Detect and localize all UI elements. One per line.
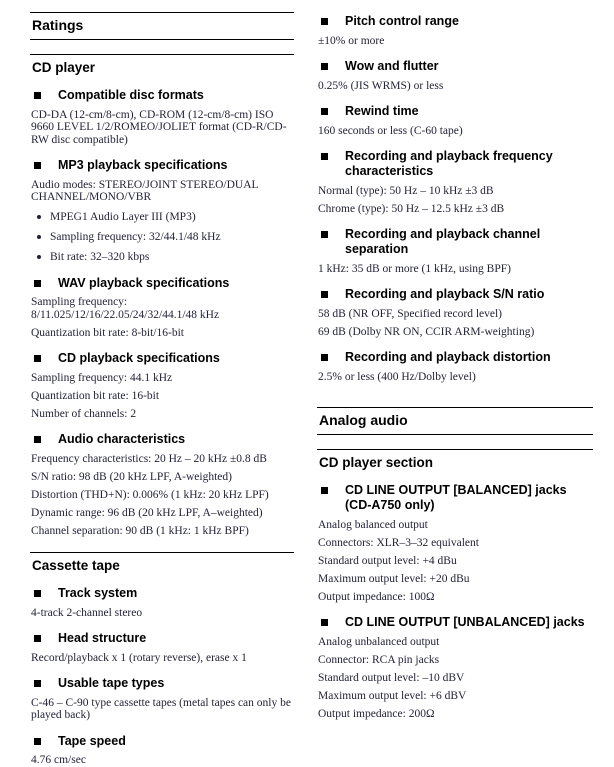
spec-title: CD playback specifications [58, 351, 220, 365]
bullet-list-item [30, 231, 294, 244]
dot-bullet-icon [37, 215, 41, 219]
spec-paragraph: Chrome (type): 50 Hz – 12.5 kHz ±3 dB [318, 202, 505, 215]
subsection-header-cd-player-section: CD player section [317, 449, 593, 471]
spec-paragraph: 4-track 2-channel stereo [31, 606, 143, 619]
spec-section-rec-play-frequency [317, 149, 593, 215]
spec-section-compatible-disc-formats [30, 88, 294, 146]
spec-paragraph: Channel separation: 90 dB (1 kHz: 1 kHz BPF) [31, 524, 249, 537]
spec-section-mp3-playback [30, 158, 294, 264]
spec-heading [317, 350, 593, 365]
spec-paragraph: Audio modes: STEREO/JOINT STEREO/DUAL CHANNEL/MONO/VBR [31, 178, 259, 203]
bullet-text: Sampling frequency: 32/44.1/48 kHz [50, 231, 221, 243]
square-bullet-icon [34, 590, 41, 597]
square-bullet-icon [34, 738, 41, 745]
spec-paragraph: Distortion (THD+N): 0.006% (1 kHz: 20 kHz LPF) [31, 488, 269, 501]
spec-title: Head structure [58, 631, 147, 645]
spec-title: Pitch control range [345, 14, 459, 28]
spec-heading [317, 287, 593, 302]
spec-title: Rewind time [345, 104, 419, 118]
square-bullet-icon [321, 108, 328, 115]
spec-paragraph: 58 dB (NR OFF, Specified record level) [318, 307, 502, 320]
spec-title: Tape speed [58, 733, 126, 748]
square-bullet-icon [321, 619, 328, 626]
spec-paragraph: Maximum output level: +20 dBu [318, 572, 470, 585]
spec-paragraph: Sampling frequency: 8/11.025/12/16/22.05/24/32/44.1/48 kHz [31, 296, 220, 321]
square-bullet-icon [34, 680, 41, 687]
spec-paragraph: Analog balanced output [318, 518, 428, 531]
square-bullet-icon [321, 354, 328, 361]
spec-paragraph: S/N ratio: 98 dB (20 kHz LPF, A-weighted) [31, 470, 232, 483]
spec-paragraph: 160 seconds or less (C-60 tape) [318, 124, 463, 137]
right-column [317, 2, 593, 720]
spec-paragraph: 69 dB (Dolby NR ON, CCIR ARM-weighting) [318, 325, 535, 338]
spec-section-rewind-time [317, 104, 593, 137]
spec-title: Track system [58, 586, 138, 600]
spec-title: WAV playback specifications [58, 275, 230, 290]
bullet-text: Bit rate: 32–320 kbps [50, 251, 150, 263]
spec-paragraph: Quantization bit rate: 8-bit/16-bit [31, 326, 184, 339]
spec-paragraph: Standard output level: +4 dBu [318, 554, 457, 567]
spec-paragraph: Record/playback x 1 (rotary reverse), erase x 1 [31, 651, 247, 664]
subsection-header-cd-player: CD player [30, 54, 294, 76]
section-header-ratings: Ratings [30, 12, 294, 40]
spec-heading [30, 586, 294, 601]
spec-paragraph: Maximum output level: +6 dBV [318, 689, 467, 702]
spec-paragraph: CD-DA (12-cm/8-cm), CD-ROM (12-cm/8-cm) ISO 9660 LEVEL 1/2/ROMEO/JOLIET format (CD-R/CD-RW disc compatible) [31, 108, 287, 146]
spec-paragraph: 0.25% (JIS WRMS) or less [318, 79, 444, 92]
dot-bullet-icon [37, 255, 41, 259]
spec-title: CD LINE OUTPUT [UNBALANCED] jacks [345, 615, 585, 629]
spec-section-cd-playback [30, 351, 294, 420]
square-bullet-icon [321, 18, 328, 25]
spec-paragraph: Quantization bit rate: 16-bit [31, 389, 160, 402]
spec-title: MP3 playback specifications [58, 158, 228, 172]
spec-title: Audio characteristics [58, 432, 186, 446]
spec-paragraph: Output impedance: 200Ω [318, 707, 435, 720]
spec-title: Usable tape types [58, 676, 165, 690]
spec-section-cd-line-output-balanced [317, 483, 593, 603]
spec-paragraph: Sampling frequency: 44.1 kHz [31, 371, 173, 384]
spec-heading [317, 104, 593, 119]
spec-paragraph: Normal (type): 50 Hz – 10 kHz ±3 dB [318, 184, 494, 197]
spec-heading [30, 158, 294, 173]
spec-section-track-system [30, 586, 294, 619]
square-bullet-icon [34, 92, 41, 99]
dot-bullet-icon [37, 235, 41, 239]
spec-title: Recording and playback S/N ratio [345, 287, 545, 301]
spec-section-rec-play-sn-ratio [317, 287, 593, 338]
spec-heading [30, 276, 294, 291]
spec-title: Recording and playback channel separation [345, 227, 541, 256]
square-bullet-icon [34, 280, 41, 287]
square-bullet-icon [34, 635, 41, 642]
spec-section-cd-line-output-unbalanced [317, 615, 593, 720]
spec-section-wow-and-flutter [317, 59, 593, 92]
spec-heading [30, 734, 294, 749]
spec-paragraph: Connectors: XLR–3–32 equivalent [318, 536, 479, 549]
spec-section-tape-speed [30, 734, 294, 767]
spec-paragraph: Dynamic range: 96 dB (20 kHz LPF, A–weighted) [31, 506, 263, 519]
spec-paragraph: 1 kHz: 35 dB or more (1 kHz, using BPF) [318, 262, 511, 275]
spec-paragraph: Output impedance: 100Ω [318, 590, 435, 603]
spec-section-usable-tape-types [30, 676, 294, 722]
spec-bullet-list [30, 211, 294, 264]
spec-title: Wow and flutter [345, 59, 439, 73]
bullet-list-item [30, 251, 294, 264]
bullet-list-item [30, 211, 294, 224]
spec-section-rec-play-distortion [317, 350, 593, 383]
spec-paragraph: 4.76 cm/sec [31, 754, 86, 766]
square-bullet-icon [34, 355, 41, 362]
spec-heading [30, 631, 294, 646]
spec-paragraph: Standard output level: –10 dBV [318, 671, 465, 684]
spec-heading [317, 227, 593, 257]
square-bullet-icon [321, 487, 328, 494]
spec-paragraph: Number of channels: 2 [31, 407, 137, 420]
spec-heading [317, 14, 593, 29]
bullet-text: MPEG1 Audio Layer III (MP3) [50, 211, 196, 223]
spec-heading [317, 149, 593, 179]
spec-heading [30, 351, 294, 366]
subsection-header-cassette-tape: Cassette tape [30, 552, 294, 574]
square-bullet-icon [321, 291, 328, 298]
square-bullet-icon [34, 436, 41, 443]
spec-title: Compatible disc formats [58, 88, 204, 102]
spec-paragraph: Frequency characteristics: 20 Hz – 20 kHz ±0.8 dB [31, 452, 267, 465]
spec-section-audio-characteristics [30, 432, 294, 537]
spec-section-head-structure [30, 631, 294, 664]
spec-heading [317, 59, 593, 74]
spec-paragraph: Analog unbalanced output [318, 635, 440, 648]
square-bullet-icon [34, 162, 41, 169]
spec-title: Recording and playback frequency characteristics [345, 149, 553, 178]
spec-heading [317, 615, 593, 630]
square-bullet-icon [321, 63, 328, 70]
section-header-analog-audio: Analog audio [317, 407, 593, 435]
spec-paragraph: Connector: RCA pin jacks [318, 653, 440, 666]
spec-section-wav-playback [30, 276, 294, 340]
spec-section-pitch-control-range [317, 14, 593, 47]
square-bullet-icon [321, 231, 328, 238]
spec-section-rec-play-channel-separation [317, 227, 593, 275]
square-bullet-icon [321, 153, 328, 160]
spec-paragraph: 2.5% or less (400 Hz/Dolby level) [318, 370, 476, 383]
spec-heading [30, 432, 294, 447]
spec-paragraph: C-46 – C-90 type cassette tapes (metal tapes can only be played back) [31, 696, 291, 721]
spec-heading [30, 676, 294, 691]
left-column [30, 12, 294, 767]
spec-heading [317, 483, 593, 513]
spec-paragraph: ±10% or more [318, 34, 385, 47]
spec-heading [30, 88, 294, 103]
spec-title: CD LINE OUTPUT [BALANCED] jacks (CD-A750 only) [345, 483, 567, 512]
spec-title: Recording and playback distortion [345, 350, 551, 364]
